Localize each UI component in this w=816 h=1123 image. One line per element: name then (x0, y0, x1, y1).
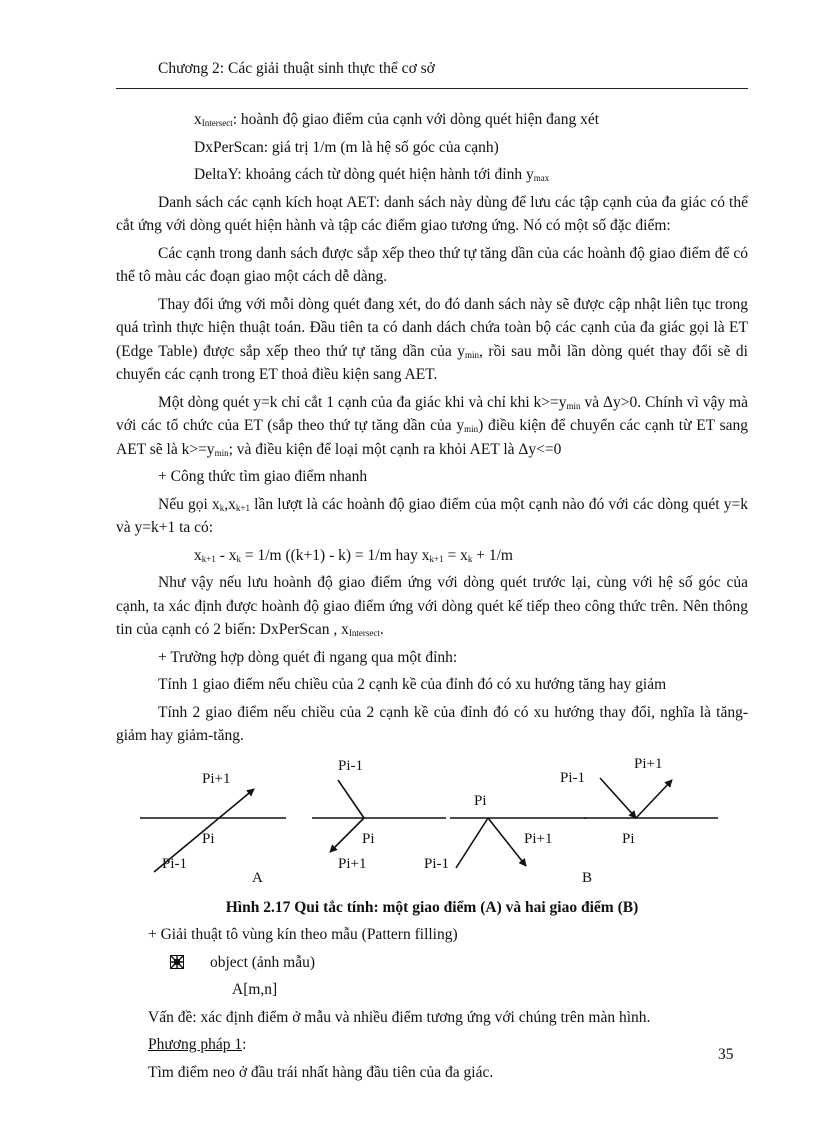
para-pattern: + Giải thuật tô vùng kín theo mẫu (Pattern filling) (148, 926, 458, 943)
para-aet: Danh sách các cạnh kích hoạt AET: danh sách này dùng để lưu các tập cạnh của đa giác có thể cắt ứng với dòng quét hiện hành và tập các điểm giao tương ứng. Nó có một số đặc điểm: (116, 193, 748, 234)
pattern-icon (170, 955, 184, 969)
figure-2-17 (116, 752, 748, 892)
edge-3b (488, 818, 526, 866)
label-b-pi-minus: Pi-1 (338, 757, 364, 774)
para-anchor: Tìm điểm neo ở đầu trái nhất hàng đầu tiên của đa giác. (148, 1063, 494, 1081)
edge-2a (338, 780, 364, 818)
object-label: object (ảnh mẫu) (210, 953, 316, 971)
para-formula-title: + Công thức tìm giao điểm nhanh (158, 468, 368, 485)
edge-2b (330, 818, 364, 852)
para-change: Thay đổi ứng với mỗi dòng quét đang xét, do đó danh sách này sẽ được cập nhật liên tục trong quá trình thực hiện thuật toán. Đầu tiên ta có danh dách chứa toàn bộ các cạnh của đa giác gọi là ET (Edge Table) được sắp xếp theo thứ tự tăng dần của $y_{min}$, rồi sau mỗi lần dòng quét thay đổi sẽ di chuyển các cạnh trong ET thoả điều kiện sang AET. (116, 295, 748, 383)
page-content (116, 108, 748, 1088)
label-b-pi-plus: Pi+1 (338, 855, 367, 872)
label-c-pi-minus: Pi-1 (424, 855, 450, 872)
object-row (116, 951, 748, 975)
para-one: Tính 1 giao điểm nếu chiều của 2 cạnh kề của đỉnh đó có xu hướng tăng hay giảm (158, 676, 667, 693)
para-two: Tính 2 giao điểm nếu chiều của 2 cạnh kề của đỉnh đó có xu hướng thay đổi, nghĩa là tăng-giảm hay giảm-tăng. (116, 703, 748, 744)
header-rule (116, 88, 748, 89)
label-a-pi: Pi (202, 830, 215, 847)
label-a-pi-minus: Pi-1 (162, 855, 188, 872)
page-header: Chương 2: Các giải thuật sinh thực thể cơ sở (158, 60, 435, 77)
para-case: + Trường hợp dòng quét đi ngang qua một đỉnh: (158, 648, 458, 666)
para-if: Nếu gọi $x_k,x_{k+1}$ lần lượt là các hoành độ giao điểm của một cạnh nào đó với các dòng quét y=k và y=k+1 ta có: (116, 495, 748, 536)
para-sorted: Các cạnh trong danh sách được sắp xếp theo thứ tự tăng dần của các hoành độ giao điểm để có thể tô màu các đoạn giao một cách dễ dàng. (116, 244, 748, 285)
label-c-pi: Pi (474, 792, 487, 809)
matrix-label: A[m,n] (232, 981, 278, 998)
vertex-rule-diagram (116, 752, 748, 892)
def-dxperscan: DxPerScan: giá trị 1/m (m là hệ số góc của cạnh) (194, 138, 499, 156)
label-b-pi: Pi (362, 830, 375, 847)
para-save: Như vậy nếu lưu hoành độ giao điểm ứng với dòng quét trước lại, cùng với hệ số góc của cạnh, ta xác định được hoành độ giao điểm ứng với dòng quét kế tiếp theo công thức trên. Nên thông tin của cạnh có 2 biến: DxPerScan , $x_{Intersect}$. (116, 574, 748, 638)
formula-line: $x_{k+1} - x_k = 1/m$ ((k+1) - k) = 1/m hay $x_{k+1} = x_k + 1/m$ (194, 546, 513, 564)
page-number: 35 (718, 1046, 734, 1063)
label-a-pi-plus: Pi+1 (202, 770, 231, 787)
label-d-pi: Pi (622, 830, 635, 847)
edge-4b (636, 780, 672, 818)
label-c-pi-plus: Pi+1 (524, 830, 553, 847)
label-b: B (582, 869, 593, 886)
label-d-pi-plus: Pi+1 (634, 755, 663, 772)
edge-3a (456, 818, 488, 868)
label-a: A (252, 869, 263, 886)
figure-caption: Hình 2.17 Qui tắc tính: một giao điểm (A) và hai giao điểm (B) (225, 898, 639, 916)
def-deltay: DeltaY: khoảng cách từ dòng quét hiện hành tới đỉnh $y_{max}$ (194, 166, 550, 183)
para-problem: Vấn đề: xác định điểm ở mẫu và nhiều điểm tương ứng với chúng trên màn hình. (148, 1008, 651, 1026)
para-scanline: Một dòng quét y=k chỉ cắt 1 cạnh của đa giác khi và chỉ khi $k>=y_{min}$ và Δy>0. Chính vì vậy mà với các tổ chức của ET (sắp theo thứ tự tăng dần của $y_{min}$) điều kiện để chuyển các cạnh từ ET sang AET sẽ là $k>=y_{min}$; và điều kiện để loại một cạnh ra khỏi AET là Δy<=0 (116, 393, 748, 458)
para-method: Phương pháp 1: (148, 1036, 247, 1053)
edge-4a (600, 778, 636, 818)
label-d-pi-minus: Pi-1 (560, 769, 586, 786)
def-x-intersect: $x_{Intersect}$: hoành độ giao điểm của cạnh với dòng quét hiện đang xét (194, 111, 600, 128)
